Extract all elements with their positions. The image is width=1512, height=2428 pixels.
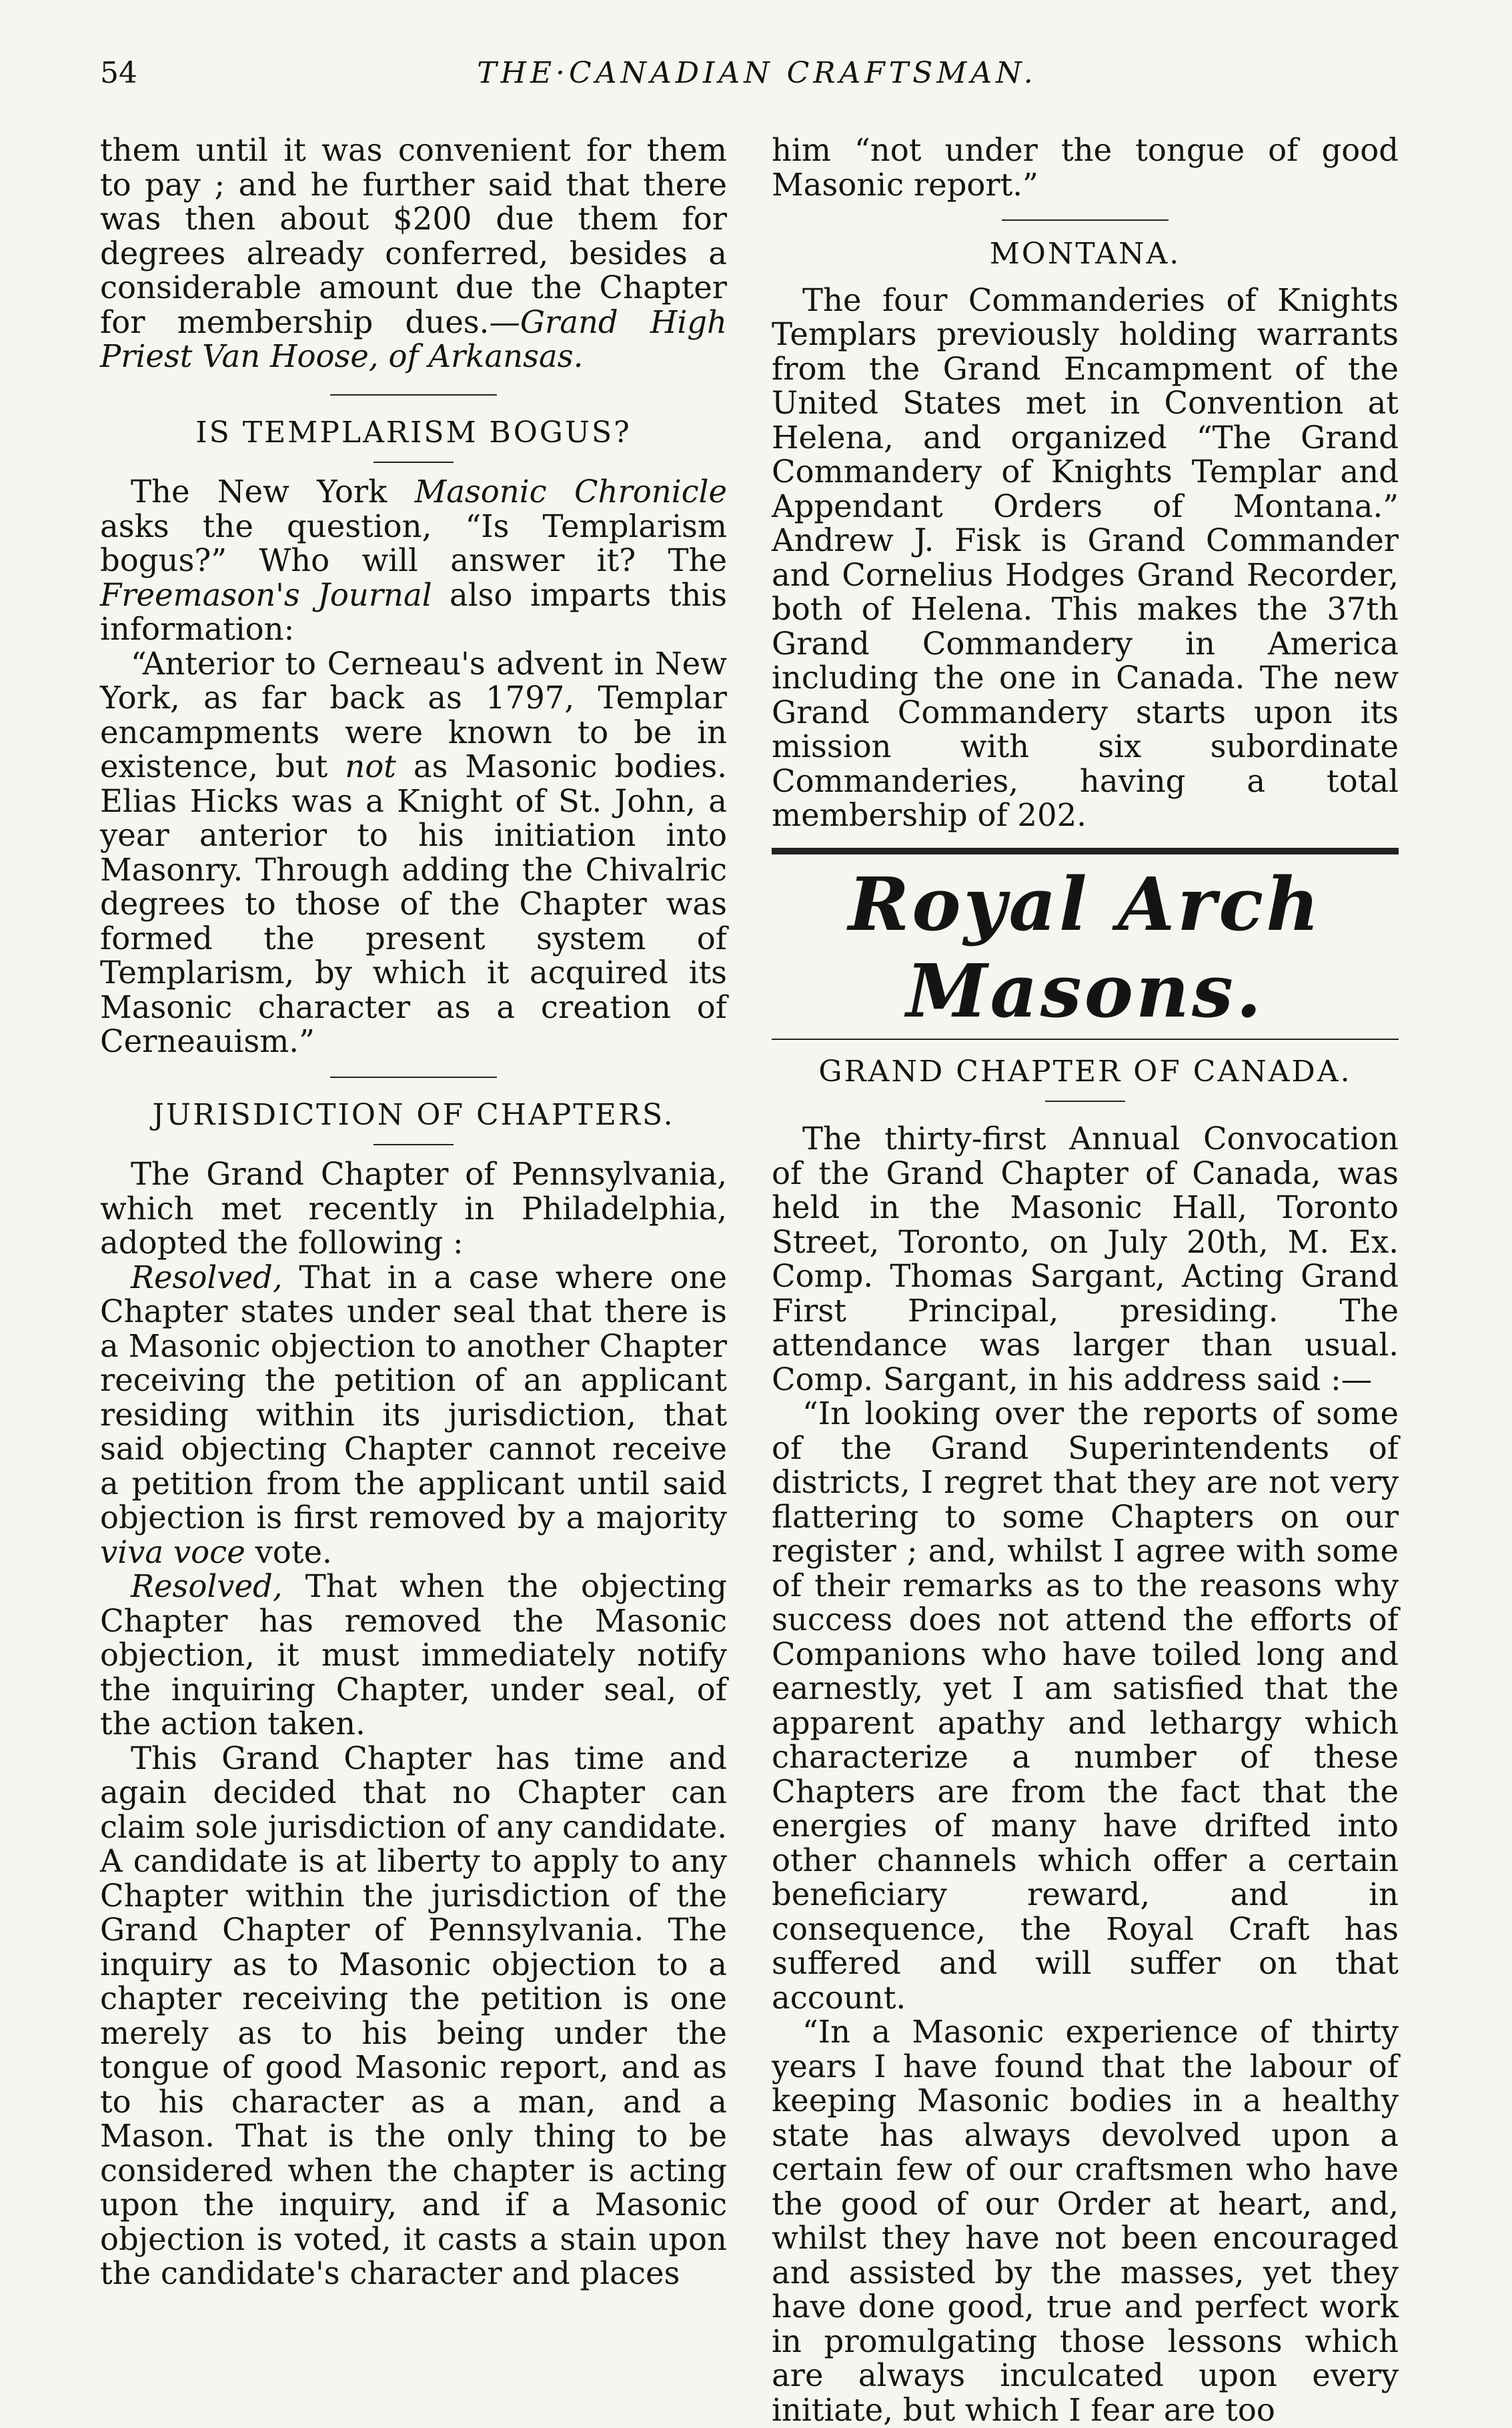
running-title: THE·CANADIAN CRAFTSMAN. (477, 56, 1037, 90)
paragraph-jurisdiction-1: The Grand Chapter of Pennsylvania, which met recently in Philadelphia, adopted the following : (100, 1156, 727, 1261)
paragraph-grand-1: The thirty-first Annual Convocation of the Grand Chapter of Canada, was held in the Masonic Hall, Toronto Street, Toronto, on July 20th, M. Ex. Comp. Thomas Sargant, Acting Grand First Principal, presiding. The attendance was larger than usual. Comp. Sargant, in his address said :— (772, 1121, 1399, 1397)
section-divider (772, 848, 1399, 854)
text-span: also imparts this information: (100, 576, 727, 647)
divider (330, 394, 497, 396)
paragraph-templarism-1 (100, 475, 727, 647)
text-span: vote. (245, 1534, 332, 1570)
divider (330, 1077, 497, 1078)
text-span: asks the question, “Is Templarism bogus?” Who will answer it? The (100, 508, 727, 578)
paragraph-resolved-2 (100, 1570, 727, 1742)
text-span: The New York (131, 474, 415, 510)
publication-name: Freemason's Journal (100, 576, 432, 613)
heading-templarism: IS TEMPLARISM BOGUS? (195, 415, 632, 450)
paragraph-grand-2: “In looking over the reports of some of the Grand Superintendents of districts, I regret that they are not very flattering to some Chapters on our register ; and, whilst I agree with some of their remarks as to the reasons why success does not attend the efforts of Companions who have toiled long and earnestly, yet I am satisfied that the apparent apathy and lethargy which characterize a number of these Chapters are from the fact that the energies of many have drifted into other channels which offer a certain beneficiary reward, and in consequence, the Royal Craft has suffered and will suffer on that account. (772, 1395, 1399, 2016)
paragraph-jurisdiction-4: This Grand Chapter has time and again decided that no Chapter can claim sole jurisdiction of any candidate. A candidate is at liberty to apply to any Chapter within the jurisdiction of the Grand Chapter of Pennsylvania. The inquiry as to Masonic objection to a chapter receiving the petition is one merely as to his being under the tongue of good Masonic report, and as to his character as a man, and a Mason. That is the only thing to be considered when the chapter is acting upon the inquiry, and if a Masonic objection is voted, it casts a stain upon the candidate's character and places (100, 1740, 727, 2291)
emphasis: viva voce (100, 1534, 245, 1570)
divider (1002, 219, 1169, 221)
section-title: Royal Arch Masons. (848, 860, 1323, 1034)
text-span: That in a case where one Chapter states under seal that there is a Masonic objection to another Chapter receiving the petition of an applicant residing within its jurisdiction, that said objecting Chapter cannot receive a petition from the applicant until said objection is first removed by a majority (100, 1259, 727, 1536)
right-column (772, 133, 1399, 2427)
paragraph-templarism-2 (100, 647, 727, 1059)
text-span: as Masonic bodies. Elias Hicks was a Knight of St. John, a year anterior to his initiation into Masonry. Through adding the Chivalric degrees to those of the Chapter was formed the present system of Templarism, by which it acquired its Masonic character as a creation of Cerneauism.” (100, 748, 727, 1059)
intro-signature: —Grand High Priest Van Hoose, of Arkansas. (100, 304, 727, 374)
text-span: “Anterior to Cerneau's advent in New York, as far back as 1797, Templar encampments were known to be in existence, but (100, 645, 727, 784)
paragraph-intro (100, 133, 727, 374)
heading-jurisdiction: JURISDICTION OF CHAPTERS. (152, 1097, 675, 1132)
paragraph-grand-3: “In a Masonic experience of thirty years I have found that the labour of keeping Masonic bodies in a healthy state has always devolved upon a certain few of our craftsmen who have the good of our Order at heart, and, whilst they have not been encouraged and assisted by the masses, yet they have done good, true and perfect work in promulgating those lessons which are always inculcated upon every initiate, but which I fear are too (772, 2014, 1399, 2428)
page-number: 54 (100, 56, 137, 90)
left-column (100, 133, 727, 2291)
heading-montana: MONTANA. (989, 237, 1181, 271)
paragraph-montana: The four Commanderies of Knights Templars previously holding warrants from the Grand Encampment of the United States met in Convention at Helena, and organized “The Grand Commandery of Knights Templar and Appendant Orders of Montana.” Andrew J. Fisk is Grand Commander and Cornelius Hodges Grand Recorder, both of Helena. This makes the 37th Grand Commandery in America including the one in Canada. The new Grand Commandery starts upon its mission with six subordinate Commanderies, having a total membership of 202. (772, 281, 1399, 833)
paragraph-resolved-1 (100, 1261, 727, 1570)
text-span: That when the objecting Chapter has removed the Masonic objection, it must immediately notify the inquiring Chapter, under seal, of the action taken. (100, 1568, 727, 1742)
paragraph-continuation: him “not under the tongue of good Masonic report.” (772, 132, 1399, 203)
divider (772, 1039, 1399, 1040)
resolved-label: Resolved, (131, 1259, 283, 1295)
resolved-label: Resolved, (131, 1568, 283, 1604)
page-header (100, 56, 1414, 109)
publication-name: Masonic Chronicle (414, 474, 728, 510)
intro-text: them until it was convenient for them to pay ; and he further said that there was then about $200 due them for degrees already conferred, besides a considerable amount due the Chapter for membership dues. (100, 132, 727, 340)
heading-grand-chapter: GRAND CHAPTER OF CANADA. (818, 1054, 1352, 1089)
emphasis: not (345, 748, 396, 784)
